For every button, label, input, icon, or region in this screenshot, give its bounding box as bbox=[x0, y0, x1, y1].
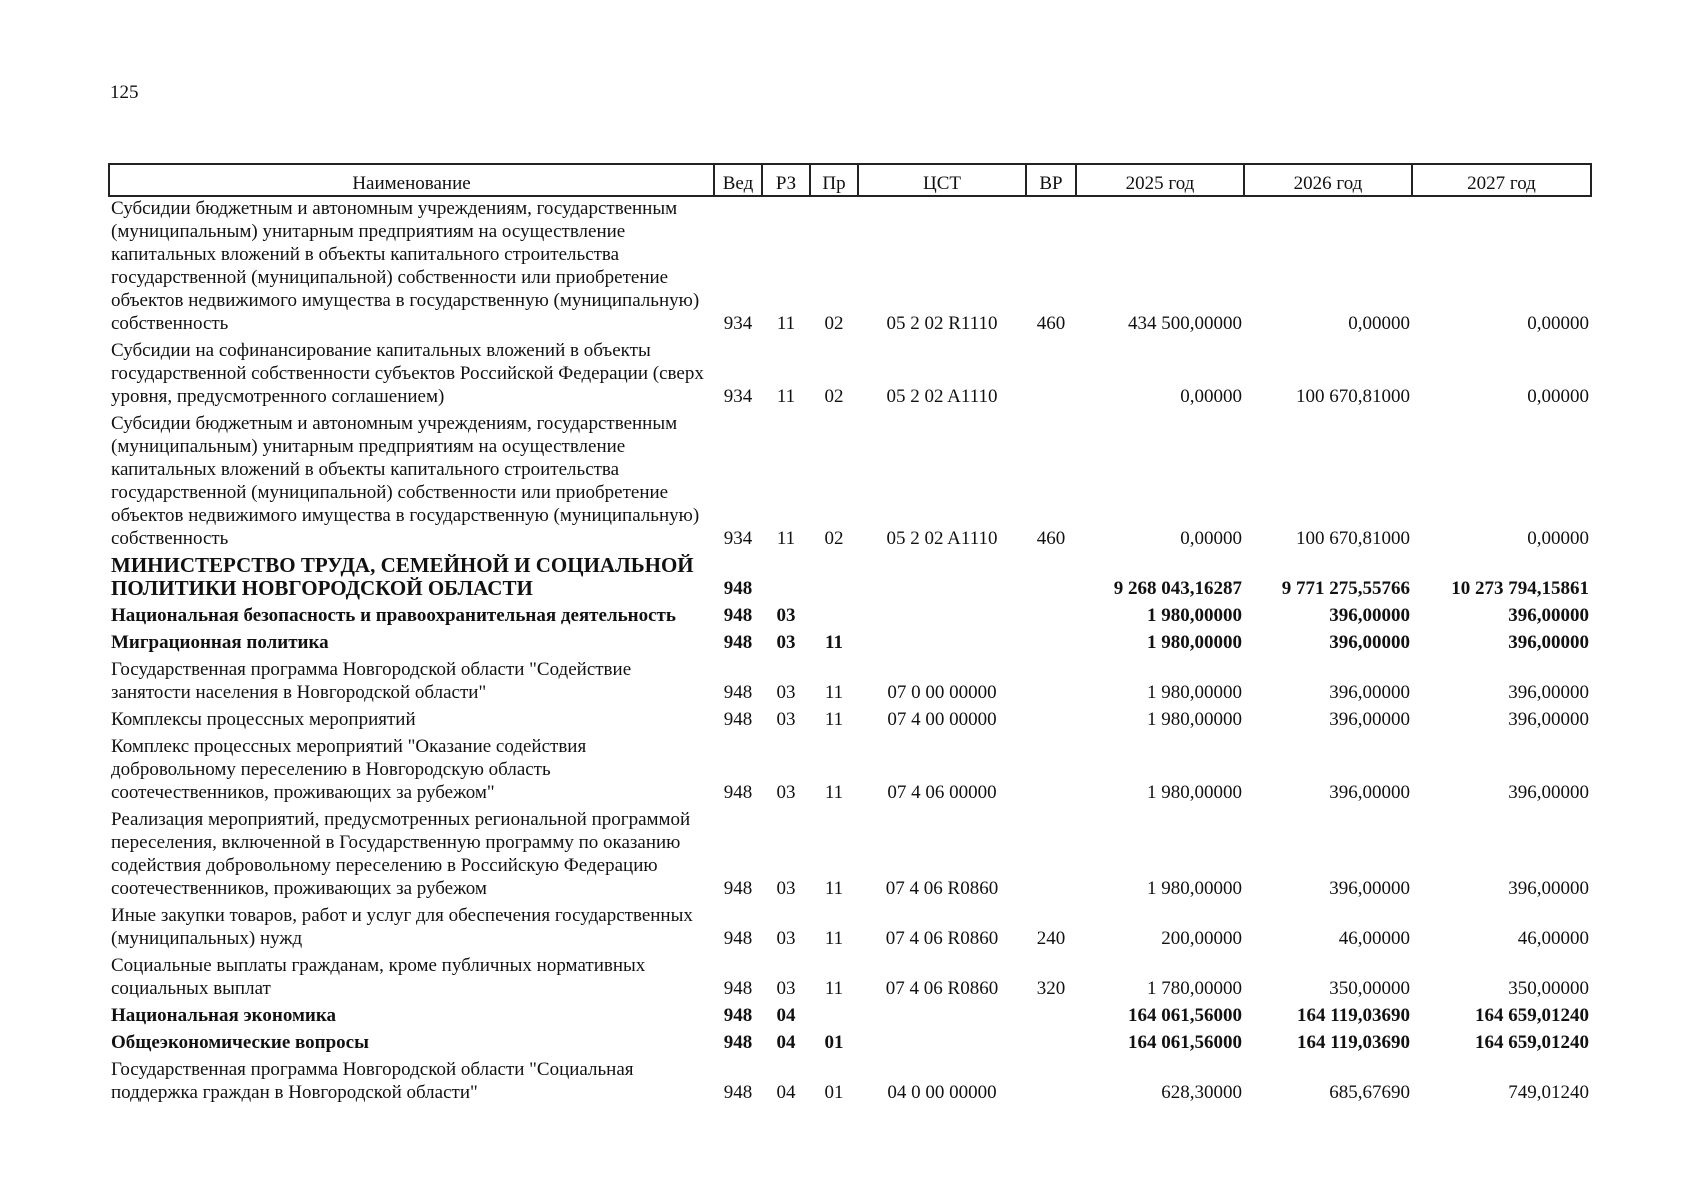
table-row bbox=[109, 950, 1591, 1000]
cell-rz: 03 bbox=[776, 632, 796, 653]
cell-vr bbox=[1026, 600, 1076, 627]
page-number: 125 bbox=[110, 82, 139, 103]
table-row bbox=[109, 600, 1591, 627]
col-header-name: Наименование bbox=[109, 164, 714, 196]
table-body bbox=[109, 196, 1591, 1104]
cell-rz bbox=[762, 550, 810, 600]
cell-ved: 948 bbox=[723, 682, 753, 703]
cell-cst: 07 4 06 00000 bbox=[887, 782, 997, 803]
budget-table bbox=[108, 163, 1592, 1104]
cell-pr: 11 bbox=[825, 632, 843, 653]
cell-rz: 03 bbox=[776, 928, 796, 949]
cell-rz: 11 bbox=[776, 528, 796, 549]
cell-cst bbox=[858, 1000, 1026, 1027]
cell-pr: 11 bbox=[824, 709, 844, 730]
cell-pr bbox=[810, 600, 858, 627]
col-header-rz: РЗ bbox=[762, 164, 810, 196]
cell-cst: 07 0 00 00000 bbox=[887, 682, 997, 703]
cell-2027: 749,01240 bbox=[1508, 1082, 1589, 1103]
cell-vr: 240 bbox=[1036, 928, 1066, 949]
table-row bbox=[109, 731, 1591, 804]
cell-2027: 350,00000 bbox=[1508, 978, 1589, 999]
cell-name: Национальная безопасность и правоохранительная деятельность bbox=[111, 605, 676, 626]
cell-name: Иные закупки товаров, работ и услуг для обеспечения государственных (муниципальных) нужд bbox=[111, 905, 693, 949]
cell-2026: 396,00000 bbox=[1329, 605, 1410, 626]
cell-cst: 07 4 00 00000 bbox=[887, 709, 997, 730]
cell-name: Субсидии бюджетным и автономным учреждениям, государственным (муниципальным) унитарным предприятиям на осуществление капитальных вложений в объекты капитального строительства государственной (муниципальной) собственности или приобретение объектов недвижимого имущества в государственную (муниципальную) собственность bbox=[111, 413, 700, 549]
cell-2026: 685,67690 bbox=[1329, 1082, 1410, 1103]
cell-cst bbox=[858, 1027, 1026, 1054]
cell-2025: 1 780,00000 bbox=[1147, 978, 1242, 999]
cell-cst: 07 4 06 R0860 bbox=[885, 978, 999, 999]
table-row bbox=[109, 550, 1591, 600]
cell-rz: 03 bbox=[776, 605, 796, 626]
cell-2025: 9 268 043,16287 bbox=[1113, 578, 1242, 599]
cell-2026: 396,00000 bbox=[1329, 709, 1410, 730]
cell-name: Реализация мероприятий, предусмотренных региональной программой переселения, включенной в Государственную программу по оказанию содействия добровольному переселению в Российскую Федерацию соотечественников, проживающих за рубежом bbox=[111, 809, 691, 899]
cell-2025: 1 980,00000 bbox=[1147, 632, 1242, 653]
cell-rz: 11 bbox=[776, 313, 796, 334]
cell-ved: 948 bbox=[723, 1005, 753, 1026]
cell-2025: 1 980,00000 bbox=[1147, 682, 1242, 703]
cell-cst: 04 0 00 00000 bbox=[887, 1082, 997, 1103]
cell-rz: 03 bbox=[776, 878, 796, 899]
cell-ved: 948 bbox=[723, 709, 753, 730]
cell-vr bbox=[1026, 1054, 1076, 1104]
cell-pr: 11 bbox=[824, 928, 844, 949]
cell-name: Субсидии бюджетным и автономным учреждениям, государственным (муниципальным) унитарным предприятиям на осуществление капитальных вложений в объекты капитального строительства государственной (муниципальной) собственности или приобретение объектов недвижимого имущества в государственную (муниципальную) собственность bbox=[111, 198, 700, 334]
table-row bbox=[109, 196, 1591, 335]
cell-2027: 396,00000 bbox=[1508, 878, 1589, 899]
cell-2026: 396,00000 bbox=[1329, 632, 1410, 653]
cell-pr: 11 bbox=[824, 682, 844, 703]
cell-2026: 350,00000 bbox=[1329, 978, 1410, 999]
cell-pr bbox=[810, 550, 858, 600]
cell-pr: 02 bbox=[824, 313, 844, 334]
cell-ved: 948 bbox=[723, 878, 753, 899]
cell-rz: 04 bbox=[776, 1005, 796, 1026]
cell-ved: 948 bbox=[723, 605, 753, 626]
cell-rz: 03 bbox=[776, 682, 796, 703]
table-row bbox=[109, 900, 1591, 950]
cell-name: Комплексы процессных мероприятий bbox=[111, 709, 416, 730]
cell-rz: 04 bbox=[776, 1082, 796, 1103]
cell-name: Государственная программа Новгородской области "Социальная поддержка граждан в Новгородской области" bbox=[111, 1059, 634, 1103]
cell-2025: 164 061,56000 bbox=[1128, 1005, 1242, 1026]
cell-2025: 164 061,56000 bbox=[1128, 1032, 1242, 1053]
cell-cst: 07 4 06 R0860 bbox=[885, 878, 999, 899]
cell-2026: 396,00000 bbox=[1329, 878, 1410, 899]
cell-2026: 164 119,03690 bbox=[1297, 1005, 1410, 1026]
cell-ved: 948 bbox=[723, 782, 753, 803]
cell-ved: 948 bbox=[723, 928, 753, 949]
cell-pr: 11 bbox=[824, 978, 844, 999]
cell-ved: 934 bbox=[723, 313, 753, 334]
cell-2027: 0,00000 bbox=[1527, 313, 1589, 334]
cell-vr: 320 bbox=[1036, 978, 1066, 999]
table-row bbox=[109, 654, 1591, 704]
cell-rz: 04 bbox=[776, 1032, 796, 1053]
col-header-2025: 2025 год bbox=[1076, 164, 1244, 196]
cell-pr bbox=[810, 1000, 858, 1027]
cell-2026: 396,00000 bbox=[1329, 782, 1410, 803]
cell-2026: 396,00000 bbox=[1329, 682, 1410, 703]
cell-rz: 03 bbox=[776, 978, 796, 999]
col-header-2027: 2027 год bbox=[1412, 164, 1591, 196]
cell-vr bbox=[1026, 654, 1076, 704]
cell-rz: 03 bbox=[776, 709, 796, 730]
cell-name: Субсидии на софинансирование капитальных вложений в объекты государственной собственности субъектов Российской Федерации (сверх уровня, предусмотренного соглашением) bbox=[111, 340, 704, 407]
cell-2027: 396,00000 bbox=[1508, 605, 1589, 626]
table-row bbox=[109, 1054, 1591, 1104]
cell-cst bbox=[858, 600, 1026, 627]
table-row bbox=[109, 408, 1591, 550]
cell-2026: 0,00000 bbox=[1348, 313, 1410, 334]
cell-2027: 164 659,01240 bbox=[1475, 1032, 1589, 1053]
col-header-pr: Пр bbox=[810, 164, 858, 196]
cell-2027: 396,00000 bbox=[1508, 782, 1589, 803]
cell-2025: 1 980,00000 bbox=[1147, 709, 1242, 730]
cell-ved: 948 bbox=[723, 978, 753, 999]
cell-2026: 100 670,81000 bbox=[1296, 528, 1410, 549]
cell-cst bbox=[858, 550, 1026, 600]
table-row bbox=[109, 704, 1591, 731]
cell-2027: 46,00000 bbox=[1517, 928, 1589, 949]
col-header-2026: 2026 год bbox=[1244, 164, 1412, 196]
cell-2027: 396,00000 bbox=[1508, 632, 1589, 653]
cell-pr: 11 bbox=[824, 782, 844, 803]
cell-ved: 948 bbox=[723, 1032, 753, 1053]
cell-2025: 1 980,00000 bbox=[1147, 878, 1242, 899]
cell-name: Социальные выплаты гражданам, кроме публичных нормативных социальных выплат bbox=[111, 955, 646, 999]
cell-vr bbox=[1026, 550, 1076, 600]
cell-2026: 164 119,03690 bbox=[1297, 1032, 1410, 1053]
cell-2027: 10 273 794,15861 bbox=[1451, 578, 1589, 599]
cell-2026: 100 670,81000 bbox=[1296, 386, 1410, 407]
table-row bbox=[109, 335, 1591, 408]
cell-2027: 164 659,01240 bbox=[1475, 1005, 1589, 1026]
col-header-ved: Вед bbox=[714, 164, 762, 196]
cell-name: Национальная экономика bbox=[111, 1005, 337, 1026]
col-header-vr: ВР bbox=[1026, 164, 1076, 196]
cell-2026: 46,00000 bbox=[1338, 928, 1410, 949]
cell-pr: 11 bbox=[824, 878, 844, 899]
cell-vr bbox=[1026, 731, 1076, 804]
cell-2025: 0,00000 bbox=[1180, 528, 1242, 549]
cell-pr: 02 bbox=[824, 386, 844, 407]
cell-ved: 934 bbox=[723, 528, 753, 549]
cell-vr bbox=[1026, 804, 1076, 900]
col-header-cst: ЦСТ bbox=[858, 164, 1026, 196]
cell-ved: 948 bbox=[723, 1082, 753, 1103]
cell-2025: 1 980,00000 bbox=[1147, 782, 1242, 803]
cell-rz: 03 bbox=[776, 782, 796, 803]
table-row bbox=[109, 627, 1591, 654]
cell-cst: 05 2 02 A1110 bbox=[886, 528, 998, 549]
cell-name: Комплекс процессных мероприятий "Оказание содействия добровольному переселению в Новгородскую область соотечественников, проживающих за рубежом" bbox=[111, 736, 587, 803]
cell-vr bbox=[1026, 627, 1076, 654]
cell-2026: 9 771 275,55766 bbox=[1281, 578, 1410, 599]
cell-name: Миграционная политика bbox=[111, 632, 329, 653]
cell-name: Государственная программа Новгородской области "Содействие занятости населения в Новгородской области" bbox=[111, 659, 632, 703]
cell-ved: 934 bbox=[723, 386, 753, 407]
cell-2025: 434 500,00000 bbox=[1128, 313, 1242, 334]
cell-vr: 460 bbox=[1036, 528, 1066, 549]
cell-cst: 05 2 02 R1110 bbox=[886, 313, 998, 334]
cell-2025: 200,00000 bbox=[1161, 928, 1242, 949]
cell-cst: 05 2 02 A1110 bbox=[886, 386, 998, 407]
cell-cst: 07 4 06 R0860 bbox=[885, 928, 999, 949]
cell-vr bbox=[1026, 704, 1076, 731]
cell-name: МИНИСТЕРСТВО ТРУДА, СЕМЕЙНОЙ И СОЦИАЛЬНОЙ ПОЛИТИКИ НОВГОРОДСКОЙ ОБЛАСТИ bbox=[111, 553, 694, 600]
table-header-row bbox=[109, 164, 1591, 196]
cell-rz: 11 bbox=[776, 386, 796, 407]
cell-2027: 396,00000 bbox=[1508, 709, 1589, 730]
cell-2027: 0,00000 bbox=[1527, 528, 1589, 549]
cell-name: Общеэкономические вопросы bbox=[111, 1032, 369, 1053]
table-row bbox=[109, 1027, 1591, 1054]
cell-2027: 396,00000 bbox=[1508, 682, 1589, 703]
cell-2025: 0,00000 bbox=[1180, 386, 1242, 407]
cell-2027: 0,00000 bbox=[1527, 386, 1589, 407]
cell-vr bbox=[1026, 335, 1076, 408]
cell-ved: 948 bbox=[723, 632, 753, 653]
cell-vr bbox=[1026, 1000, 1076, 1027]
cell-vr bbox=[1026, 1027, 1076, 1054]
cell-ved: 948 bbox=[723, 578, 753, 599]
cell-pr: 01 bbox=[824, 1032, 844, 1053]
cell-pr: 02 bbox=[824, 528, 844, 549]
cell-pr: 01 bbox=[824, 1082, 844, 1103]
cell-2025: 1 980,00000 bbox=[1147, 605, 1242, 626]
cell-cst bbox=[858, 627, 1026, 654]
cell-vr: 460 bbox=[1036, 313, 1066, 334]
cell-2025: 628,30000 bbox=[1161, 1082, 1242, 1103]
table-row bbox=[109, 1000, 1591, 1027]
table-row bbox=[109, 804, 1591, 900]
